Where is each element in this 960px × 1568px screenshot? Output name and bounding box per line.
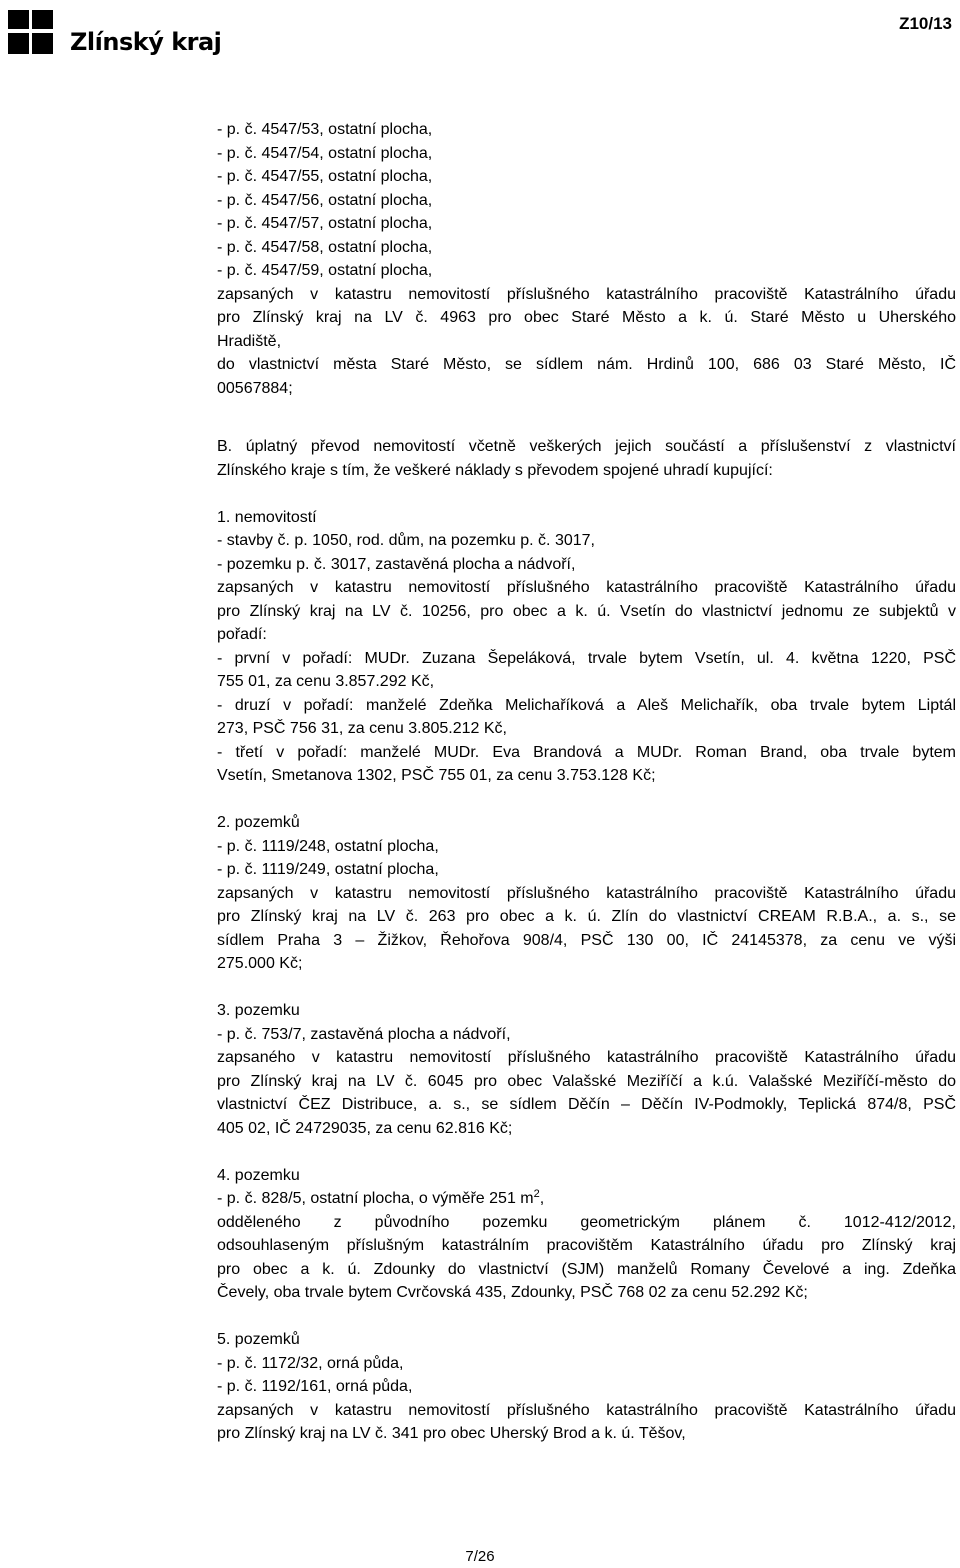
text-line: - druzí v pořadí: manželé Zdeňka Melichaříková a Aleš Melichařík, oba trvale bytem Liptál bbox=[217, 696, 956, 714]
text-line: 755 01, za cenu 3.857.292 Kč, bbox=[217, 673, 435, 690]
section-2-title: 2. pozemků bbox=[217, 814, 300, 831]
text-line: 273, PSČ 756 31, za cenu 3.805.212 Kč, bbox=[217, 720, 507, 737]
area-unit-superscript: 2 bbox=[533, 1188, 540, 1200]
text-line: pro Zlínský kraj na LV č. 4963 pro obec Staré Město a k. ú. Staré Město u Uherského bbox=[217, 309, 956, 326]
area-text: - p. č. 828/5, ostatní plocha, o výměře 251 m bbox=[217, 1190, 534, 1207]
text-line: zapsaného v katastru nemovitostí příslušného katastrálního pracoviště Katastrálního úřadu bbox=[217, 1049, 956, 1066]
text-line: pro Zlínský kraj na LV č. 341 pro obec Uherský Brod a k. ú. Těšov, bbox=[217, 1425, 686, 1442]
text-line: zapsaných v katastru nemovitostí příslušného katastrálního pracoviště Katastrálního úřadu bbox=[217, 1401, 956, 1419]
text-line: 275.000 Kč; bbox=[217, 955, 303, 972]
text-line: - stavby č. p. 1050, rod. dům, na pozemku p. č. 3017, bbox=[217, 532, 595, 549]
text-line: - p. č. 1119/248, ostatní plocha, bbox=[217, 837, 439, 855]
text-line: - p. č. 1192/161, orná půda, bbox=[217, 1378, 413, 1395]
section-5-title: 5. pozemků bbox=[217, 1331, 300, 1348]
text-line: - p. č. 4547/54, ostatní plocha, bbox=[217, 144, 433, 162]
text-line: - první v pořadí: MUDr. Zuzana Šepeláková, trvale bytem Vsetín, ul. 4. května 1220, PSČ bbox=[217, 649, 956, 667]
logo-squares-icon bbox=[8, 10, 64, 54]
document-body bbox=[217, 118, 956, 1446]
section-4-title: 4. pozemku bbox=[217, 1166, 300, 1184]
text-line: - p. č. 753/7, zastavěná plocha a nádvoří, bbox=[217, 1025, 511, 1043]
text-line: - p. č. 4547/57, ostatní plocha, bbox=[217, 215, 433, 232]
section-b-line: Zlínského kraje s tím, že veškeré náklady s převodem spojené uhradí kupující: bbox=[217, 461, 773, 479]
text-line: - p. č. 4547/59, ostatní plocha, bbox=[217, 262, 433, 279]
text-line: - p. č. 4547/56, ostatní plocha, bbox=[217, 191, 433, 209]
page-header bbox=[0, 0, 960, 70]
text-line: pro Zlínský kraj na LV č. 6045 pro obec Valašské Meziříčí a k.ú. Valašské Meziříčí-město do bbox=[217, 1072, 956, 1090]
text-line: - p. č. 4547/58, ostatní plocha, bbox=[217, 238, 433, 256]
text-line: sídlem Praha 3 – Žižkov, Řehořova 908/4, PSČ 130 00, IČ 24145378, za cenu ve výši bbox=[217, 931, 956, 949]
area-text-end: , bbox=[539, 1190, 545, 1207]
text-line: pro obec a k. ú. Zdounky do vlastnictví (SJM) manželů Romany Čevelové a ing. Zdeňka bbox=[217, 1260, 956, 1278]
text-line bbox=[217, 1187, 956, 1211]
section-3-title: 3. pozemku bbox=[217, 1002, 300, 1019]
page-number: 7/26 bbox=[465, 1548, 495, 1565]
text-line: pro Zlínský kraj na LV č. 10256, pro obec a k. ú. Vsetín do vlastnictví jednomu ze subjektů v bbox=[217, 602, 956, 620]
text-line: 405 02, IČ 24729035, za cenu 62.816 Kč; bbox=[217, 1119, 513, 1137]
text-line: Hradiště, bbox=[217, 332, 282, 350]
section-b-line: B. úplatný převod nemovitostí včetně veškerých jejich součástí a příslušenství z vlastnictví bbox=[217, 438, 956, 455]
text-line: pořadí: bbox=[217, 626, 267, 643]
text-line: pro Zlínský kraj na LV č. 263 pro obec a k. ú. Zlín do vlastnictví CREAM R.B.A., a. s., se bbox=[217, 908, 956, 925]
text-line: zapsaných v katastru nemovitostí příslušného katastrálního pracoviště Katastrálního úřadu bbox=[217, 884, 956, 902]
text-line: - p. č. 4547/53, ostatní plocha, bbox=[217, 121, 433, 138]
text-line: - p. č. 1119/249, ostatní plocha, bbox=[217, 861, 439, 878]
text-line: odsouhlaseným příslušným katastrálním pracovištěm Katastrálního úřadu pro Zlínský kraj bbox=[217, 1237, 956, 1254]
text-line: zapsaných v katastru nemovitostí příslušného katastrálního pracoviště Katastrálního úřadu bbox=[217, 285, 956, 303]
text-line: - třetí v pořadí: manželé MUDr. Eva Brandová a MUDr. Roman Brand, oba trvale bytem bbox=[217, 743, 956, 761]
text-line: odděleného z původního pozemku geometrickým plánem č. 1012-412/2012, bbox=[217, 1213, 956, 1231]
text-line: do vlastnictví města Staré Město, se sídlem nám. Hrdinů 100, 686 03 Staré Město, IČ bbox=[217, 356, 956, 373]
logo-text: Zlínský kraj bbox=[70, 28, 222, 56]
text-line: zapsaných v katastru nemovitostí příslušného katastrálního pracoviště Katastrálního úřadu bbox=[217, 579, 956, 596]
text-line: Čevely, oba trvale bytem Cvrčovská 435, Zdounky, PSČ 768 02 za cenu 52.292 Kč; bbox=[217, 1284, 808, 1301]
text-line: - p. č. 1172/32, orná půda, bbox=[217, 1354, 404, 1372]
text-line: - p. č. 4547/55, ostatní plocha, bbox=[217, 168, 433, 185]
document-code: Z10/13 bbox=[899, 14, 952, 33]
text-line: 00567884; bbox=[217, 379, 293, 397]
section-1-title: 1. nemovitostí bbox=[217, 508, 317, 526]
text-line: - pozemku p. č. 3017, zastavěná plocha a nádvoří, bbox=[217, 555, 576, 573]
text-line: Vsetín, Smetanova 1302, PSČ 755 01, za cenu 3.753.128 Kč; bbox=[217, 767, 656, 784]
text-line: vlastnictví ČEZ Distribuce, a. s., se sídlem Děčín – Děčín IV-Podmokly, Teplická 874/8, PSČ bbox=[217, 1096, 956, 1113]
